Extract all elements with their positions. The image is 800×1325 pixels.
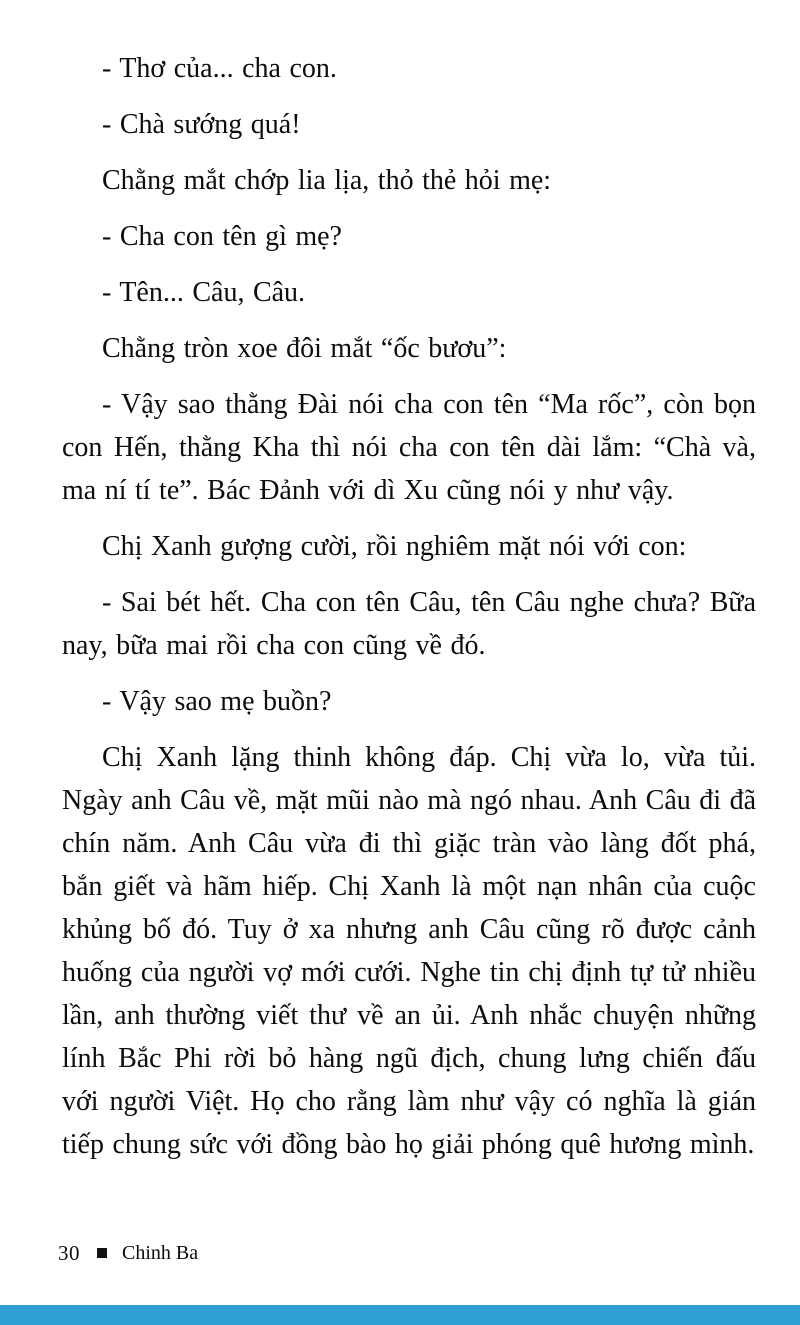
paragraph: - Cha con tên gì mẹ? xyxy=(102,221,342,252)
paragraph: - Chà sướng quá! xyxy=(102,109,301,140)
page-number: 30 xyxy=(58,1241,80,1265)
paragraph: Chằng tròn xoe đôi mắt “ốc bươu”: xyxy=(102,333,507,364)
square-bullet-icon xyxy=(97,1248,107,1258)
bottom-bar xyxy=(0,1305,800,1325)
paragraph: - Vậy sao thằng Đài nói cha con tên “Ma rốc”, còn bọn con Hến, thằng Kha thì nói cha con tên dài lắm: “Chà và, ma ní tí te”. Bác Đảnh với dì Xu cũng nói y như vậy. xyxy=(62,389,756,506)
paragraph: - Tên... Câu, Câu. xyxy=(102,277,306,308)
paragraph: - Thơ của... cha con. xyxy=(102,53,337,84)
paragraph: - Sai bét hết. Cha con tên Câu, tên Câu nghe chưa? Bữa nay, bữa mai rồi cha con cũng về đó. xyxy=(62,587,756,661)
page-footer xyxy=(58,1240,198,1266)
paragraph: - Vậy sao mẹ buồn? xyxy=(102,686,332,717)
paragraph: Chị Xanh gượng cười, rồi nghiêm mặt nói với con: xyxy=(102,531,687,562)
paragraph: Chằng mắt chớp lia lịa, thỏ thẻ hỏi mẹ: xyxy=(102,165,552,196)
page-text-block xyxy=(62,47,756,1166)
paragraph: Chị Xanh lặng thinh không đáp. Chị vừa lo, vừa tủi. Ngày anh Câu về, mặt mũi nào mà ngó nhau. Anh Câu đi đã chín năm. Anh Câu vừa đi thì giặc tràn vào làng đốt phá, bắn giết và hãm hiếp. Chị Xanh là một nạn nhân của cuộc khủng bố đó. Tuy ở xa nhưng anh Câu cũng rõ được cảnh huống của người vợ mới cưới. Nghe tin chị định tự tử nhiều lần, anh thường viết thư về an ủi. Anh nhắc chuyện những lính Bắc Phi rời bỏ hàng ngũ địch, chung lưng chiến đấu với người Việt. Họ cho rằng làm như vậy có nghĩa là gián tiếp chung sức với đồng bào họ giải phóng quê hương mình. xyxy=(62,742,756,1160)
running-title-author: Chinh Ba xyxy=(122,1242,199,1264)
